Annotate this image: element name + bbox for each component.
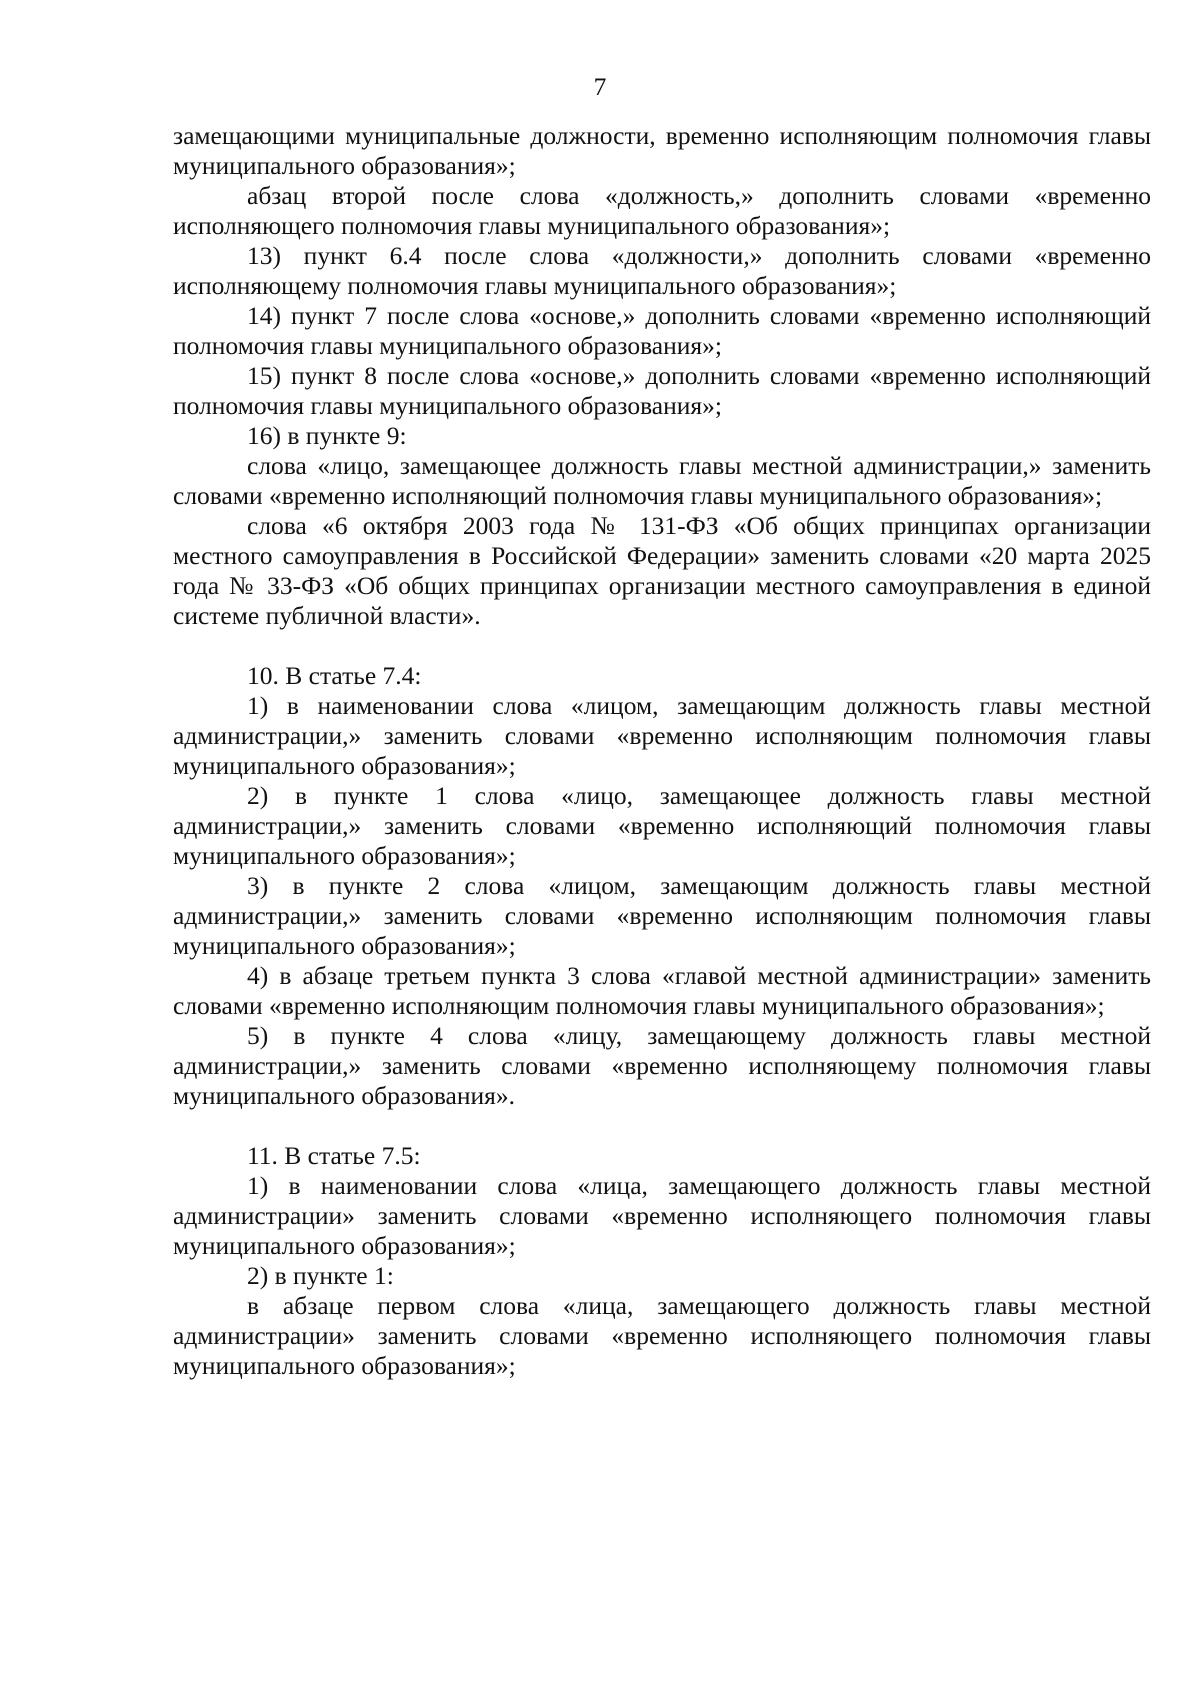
paragraph: 3) в пункте 2 слова «лицом, замещающим должность главы местной администрации,» заменить словами «временно исполняющим полномочия главы муниципального образования»; [173,871,1151,960]
paragraph: слова «6 октября 2003 года № 131-ФЗ «Об общих принципах организации местного самоуправления в Российской Федерации» заменить словами «20 марта 2025 года № 33-ФЗ «Об общих принципах организации местного самоуправления в единой системе публичной власти». [173,511,1151,630]
paragraph: 2) в пункте 1 слова «лицо, замещающее должность главы местной администрации,» заменить словами «временно исполняющий полномочия главы муниципального образования»; [173,781,1151,870]
paragraph: абзац второй после слова «должность,» дополнить словами «временно исполняющего полномочия главы муниципального образования»; [173,181,1151,240]
paragraph-spacer [173,1111,1151,1141]
document-body [173,121,1151,1381]
paragraph: 10. В статье 7.4: [247,661,422,690]
paragraph: замещающими муниципальные должности, временно исполняющим полномочия главы муниципального образования»; [173,121,1151,180]
paragraph: 11. В статье 7.5: [247,1141,421,1170]
paragraph: в абзаце первом слова «лица, замещающего должность главы местной администрации» заменить словами «временно исполняющего полномочия главы муниципального образования»; [173,1291,1151,1380]
paragraph: 1) в наименовании слова «лица, замещающего должность главы местной администрации» заменить словами «временно исполняющего полномочия главы муниципального образования»; [173,1171,1151,1260]
paragraph: 16) в пункте 9: [247,421,407,450]
paragraph: 5) в пункте 4 слова «лицу, замещающему должность главы местной администрации,» заменить словами «временно исполняющему полномочия главы муниципального образования». [173,1021,1151,1110]
paragraph: 1) в наименовании слова «лицом, замещающим должность главы местной администрации,» заменить словами «временно исполняющим полномочия главы муниципального образования»; [173,691,1151,780]
paragraph: 15) пункт 8 после слова «основе,» дополнить словами «временно исполняющий полномочия главы муниципального образования»; [173,361,1151,420]
page-number: 7 [593,72,607,101]
paragraph: слова «лицо, замещающее должность главы местной администрации,» заменить словами «временно исполняющий полномочия главы муниципального образования»; [173,451,1151,510]
paragraph: 2) в пункте 1: [247,1261,394,1290]
paragraph: 14) пункт 7 после слова «основе,» дополнить словами «временно исполняющий полномочия главы муниципального образования»; [173,301,1151,360]
paragraph: 4) в абзаце третьем пункта 3 слова «главой местной администрации» заменить словами «временно исполняющим полномочия главы муниципального образования»; [173,961,1151,1020]
paragraph-spacer [173,631,1151,661]
paragraph: 13) пункт 6.4 после слова «должности,» дополнить словами «временно исполняющему полномочия главы муниципального образования»; [173,241,1151,300]
